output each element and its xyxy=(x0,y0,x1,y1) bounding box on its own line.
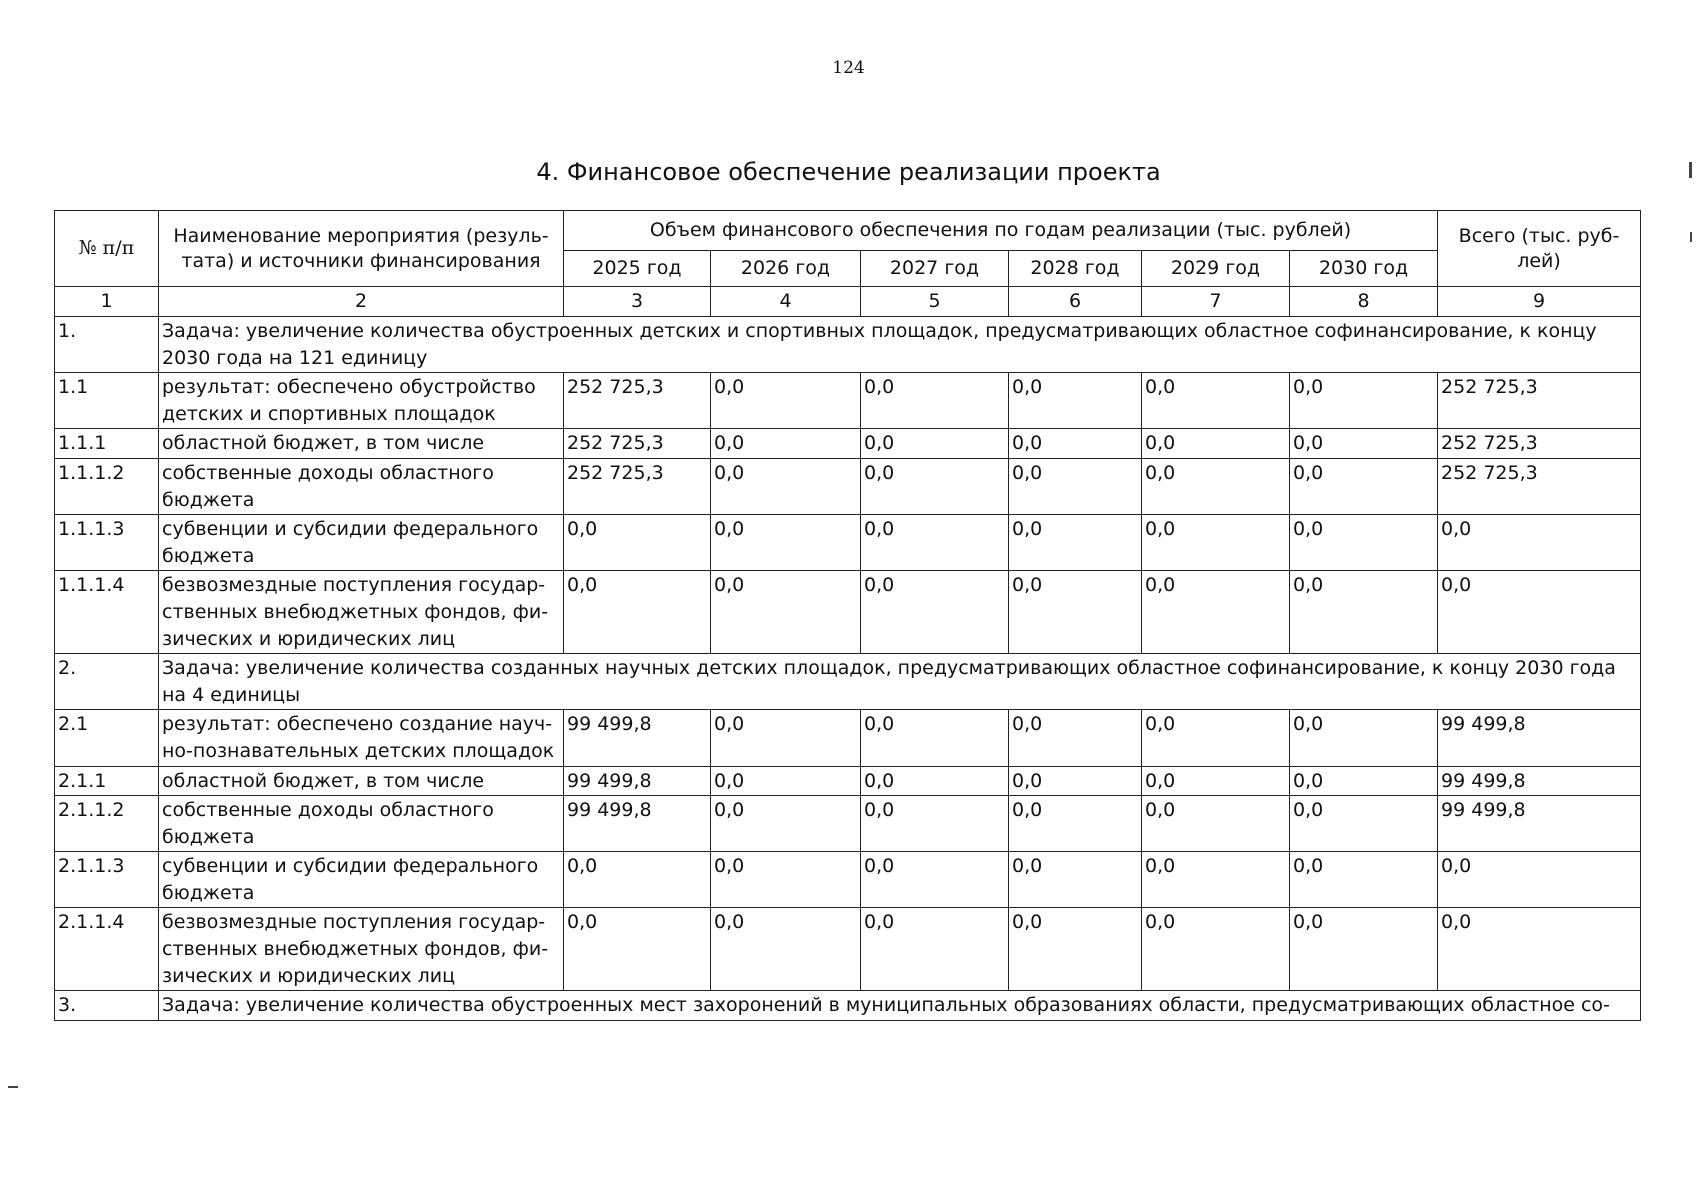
year-value: 0,0 xyxy=(861,429,1009,459)
column-index: 3 xyxy=(564,287,711,317)
total-value: 252 725,3 xyxy=(1438,429,1641,459)
year-value: 0,0 xyxy=(1290,796,1438,852)
year-value: 0,0 xyxy=(1290,458,1438,514)
year-value: 0,0 xyxy=(1142,796,1290,852)
item-name: безвозмездные поступления государ-ственных внебюджетных фондов, фи-зических и юридических лиц xyxy=(159,571,564,654)
row-number: 1.1 xyxy=(55,373,159,429)
column-index: 7 xyxy=(1142,287,1290,317)
scan-edge-mark xyxy=(1690,232,1692,242)
column-index: 4 xyxy=(711,287,861,317)
item-name: областной бюджет, в том числе xyxy=(159,766,564,796)
year-value: 0,0 xyxy=(711,710,861,766)
column-index: 8 xyxy=(1290,287,1438,317)
year-value: 0,0 xyxy=(1290,571,1438,654)
financing-table xyxy=(54,210,1641,1021)
table-row xyxy=(55,710,1641,766)
year-value: 0,0 xyxy=(564,571,711,654)
year-value: 0,0 xyxy=(564,908,711,991)
year-value: 0,0 xyxy=(1142,852,1290,908)
task-text: Задача: увеличение количества обустроенных детских и спортивных площадок, предусматривающих областное софинансирование, к концу 2030 года на 121 единицу xyxy=(159,317,1641,373)
year-value: 0,0 xyxy=(1009,796,1142,852)
year-value: 0,0 xyxy=(1142,710,1290,766)
task-text: Задача: увеличение количества созданных научных детских площадок, предусматривающих областное софинансирование, к концу 2030 года на 4 единицы xyxy=(159,654,1641,710)
total-value: 0,0 xyxy=(1438,571,1641,654)
year-value: 0,0 xyxy=(711,458,861,514)
year-value: 0,0 xyxy=(564,852,711,908)
row-number: 2.1 xyxy=(55,710,159,766)
row-number: 1.1.1.4 xyxy=(55,571,159,654)
year-value: 0,0 xyxy=(1142,458,1290,514)
item-name: безвозмездные поступления государ-ственных внебюджетных фондов, фи-зических и юридических лиц xyxy=(159,908,564,991)
table-row xyxy=(55,458,1641,514)
year-value: 0,0 xyxy=(1009,458,1142,514)
row-number: 1.1.1 xyxy=(55,429,159,459)
year-value: 99 499,8 xyxy=(564,796,711,852)
year-value: 0,0 xyxy=(1009,429,1142,459)
row-number: 2.1.1 xyxy=(55,766,159,796)
year-value: 0,0 xyxy=(1142,908,1290,991)
total-value: 0,0 xyxy=(1438,908,1641,991)
year-value: 0,0 xyxy=(1142,571,1290,654)
header-no: № п/п xyxy=(55,211,159,287)
year-value: 252 725,3 xyxy=(564,373,711,429)
total-value: 252 725,3 xyxy=(1438,373,1641,429)
year-value: 252 725,3 xyxy=(564,458,711,514)
year-value: 0,0 xyxy=(1009,373,1142,429)
row-number: 1.1.1.2 xyxy=(55,458,159,514)
year-value: 0,0 xyxy=(861,515,1009,571)
table-row xyxy=(55,908,1641,991)
item-name: результат: обеспечено создание науч-но-познавательных детских площадок xyxy=(159,710,564,766)
table-row xyxy=(55,515,1641,571)
year-value: 0,0 xyxy=(1009,852,1142,908)
task-row xyxy=(55,317,1641,373)
header-year: 2027 год xyxy=(861,251,1009,287)
item-name: субвенции и субсидии федерального бюджета xyxy=(159,515,564,571)
year-value: 0,0 xyxy=(1290,429,1438,459)
table-row xyxy=(55,373,1641,429)
item-name: результат: обеспечено обустройство детских и спортивных площадок xyxy=(159,373,564,429)
year-value: 0,0 xyxy=(1290,766,1438,796)
year-value: 0,0 xyxy=(861,852,1009,908)
column-index: 9 xyxy=(1438,287,1641,317)
year-value: 0,0 xyxy=(711,796,861,852)
header-name: Наименование мероприятия (резуль-тата) и источники финансирования xyxy=(159,211,564,287)
table-row xyxy=(55,852,1641,908)
column-index-row xyxy=(55,287,1641,317)
year-value: 0,0 xyxy=(711,515,861,571)
year-value: 0,0 xyxy=(711,908,861,991)
task-text: Задача: увеличение количества обустроенных мест захоронений в муниципальных образованиях области, предусматривающих областное со- xyxy=(159,991,1641,1021)
header-volume: Объем финансового обеспечения по годам реализации (тыс. рублей) xyxy=(564,211,1438,251)
header-year: 2025 год xyxy=(564,251,711,287)
column-index: 6 xyxy=(1009,287,1142,317)
year-value: 0,0 xyxy=(1009,515,1142,571)
header-year: 2029 год xyxy=(1142,251,1290,287)
year-value: 0,0 xyxy=(1142,515,1290,571)
header-total: Всего (тыс. руб-лей) xyxy=(1438,211,1641,287)
year-value: 0,0 xyxy=(1009,766,1142,796)
row-number: 2.1.1.2 xyxy=(55,796,159,852)
column-index: 1 xyxy=(55,287,159,317)
year-value: 0,0 xyxy=(1142,766,1290,796)
scan-edge-mark xyxy=(1689,162,1692,178)
year-value: 0,0 xyxy=(564,515,711,571)
table-body xyxy=(55,317,1641,1021)
table-row xyxy=(55,429,1641,459)
scan-edge-mark xyxy=(8,1086,18,1088)
year-value: 0,0 xyxy=(1142,373,1290,429)
year-value: 99 499,8 xyxy=(564,766,711,796)
year-value: 0,0 xyxy=(861,908,1009,991)
year-value: 0,0 xyxy=(861,373,1009,429)
year-value: 0,0 xyxy=(1142,429,1290,459)
year-value: 0,0 xyxy=(861,796,1009,852)
item-name: областной бюджет, в том числе xyxy=(159,429,564,459)
year-value: 0,0 xyxy=(711,373,861,429)
year-value: 99 499,8 xyxy=(564,710,711,766)
total-value: 99 499,8 xyxy=(1438,766,1641,796)
year-value: 0,0 xyxy=(861,571,1009,654)
header-year: 2026 год xyxy=(711,251,861,287)
item-name: субвенции и субсидии федерального бюджета xyxy=(159,852,564,908)
year-value: 0,0 xyxy=(1290,373,1438,429)
year-value: 0,0 xyxy=(1009,710,1142,766)
header-year: 2028 год xyxy=(1009,251,1142,287)
year-value: 0,0 xyxy=(861,458,1009,514)
year-value: 0,0 xyxy=(711,766,861,796)
year-value: 252 725,3 xyxy=(564,429,711,459)
table-row xyxy=(55,766,1641,796)
column-index: 2 xyxy=(159,287,564,317)
year-value: 0,0 xyxy=(1009,908,1142,991)
total-value: 99 499,8 xyxy=(1438,710,1641,766)
year-value: 0,0 xyxy=(711,571,861,654)
row-number: 2.1.1.4 xyxy=(55,908,159,991)
section-title: 4. Финансовое обеспечение реализации проекта xyxy=(536,158,1161,186)
total-value: 0,0 xyxy=(1438,852,1641,908)
page-number: 124 xyxy=(832,58,865,78)
total-value: 99 499,8 xyxy=(1438,796,1641,852)
row-number: 3. xyxy=(55,991,159,1021)
task-row xyxy=(55,654,1641,710)
total-value: 252 725,3 xyxy=(1438,458,1641,514)
table-row xyxy=(55,796,1641,852)
row-number: 2. xyxy=(55,654,159,710)
year-value: 0,0 xyxy=(711,852,861,908)
header-year: 2030 год xyxy=(1290,251,1438,287)
year-value: 0,0 xyxy=(1290,852,1438,908)
year-value: 0,0 xyxy=(861,710,1009,766)
item-name: собственные доходы областного бюджета xyxy=(159,796,564,852)
column-index: 5 xyxy=(861,287,1009,317)
table-row xyxy=(55,571,1641,654)
row-number: 1. xyxy=(55,317,159,373)
year-value: 0,0 xyxy=(1290,908,1438,991)
year-value: 0,0 xyxy=(861,766,1009,796)
year-value: 0,0 xyxy=(1290,710,1438,766)
year-value: 0,0 xyxy=(1009,571,1142,654)
year-value: 0,0 xyxy=(711,429,861,459)
year-value: 0,0 xyxy=(1290,515,1438,571)
item-name: собственные доходы областного бюджета xyxy=(159,458,564,514)
row-number: 1.1.1.3 xyxy=(55,515,159,571)
row-number: 2.1.1.3 xyxy=(55,852,159,908)
total-value: 0,0 xyxy=(1438,515,1641,571)
task-row xyxy=(55,991,1641,1021)
